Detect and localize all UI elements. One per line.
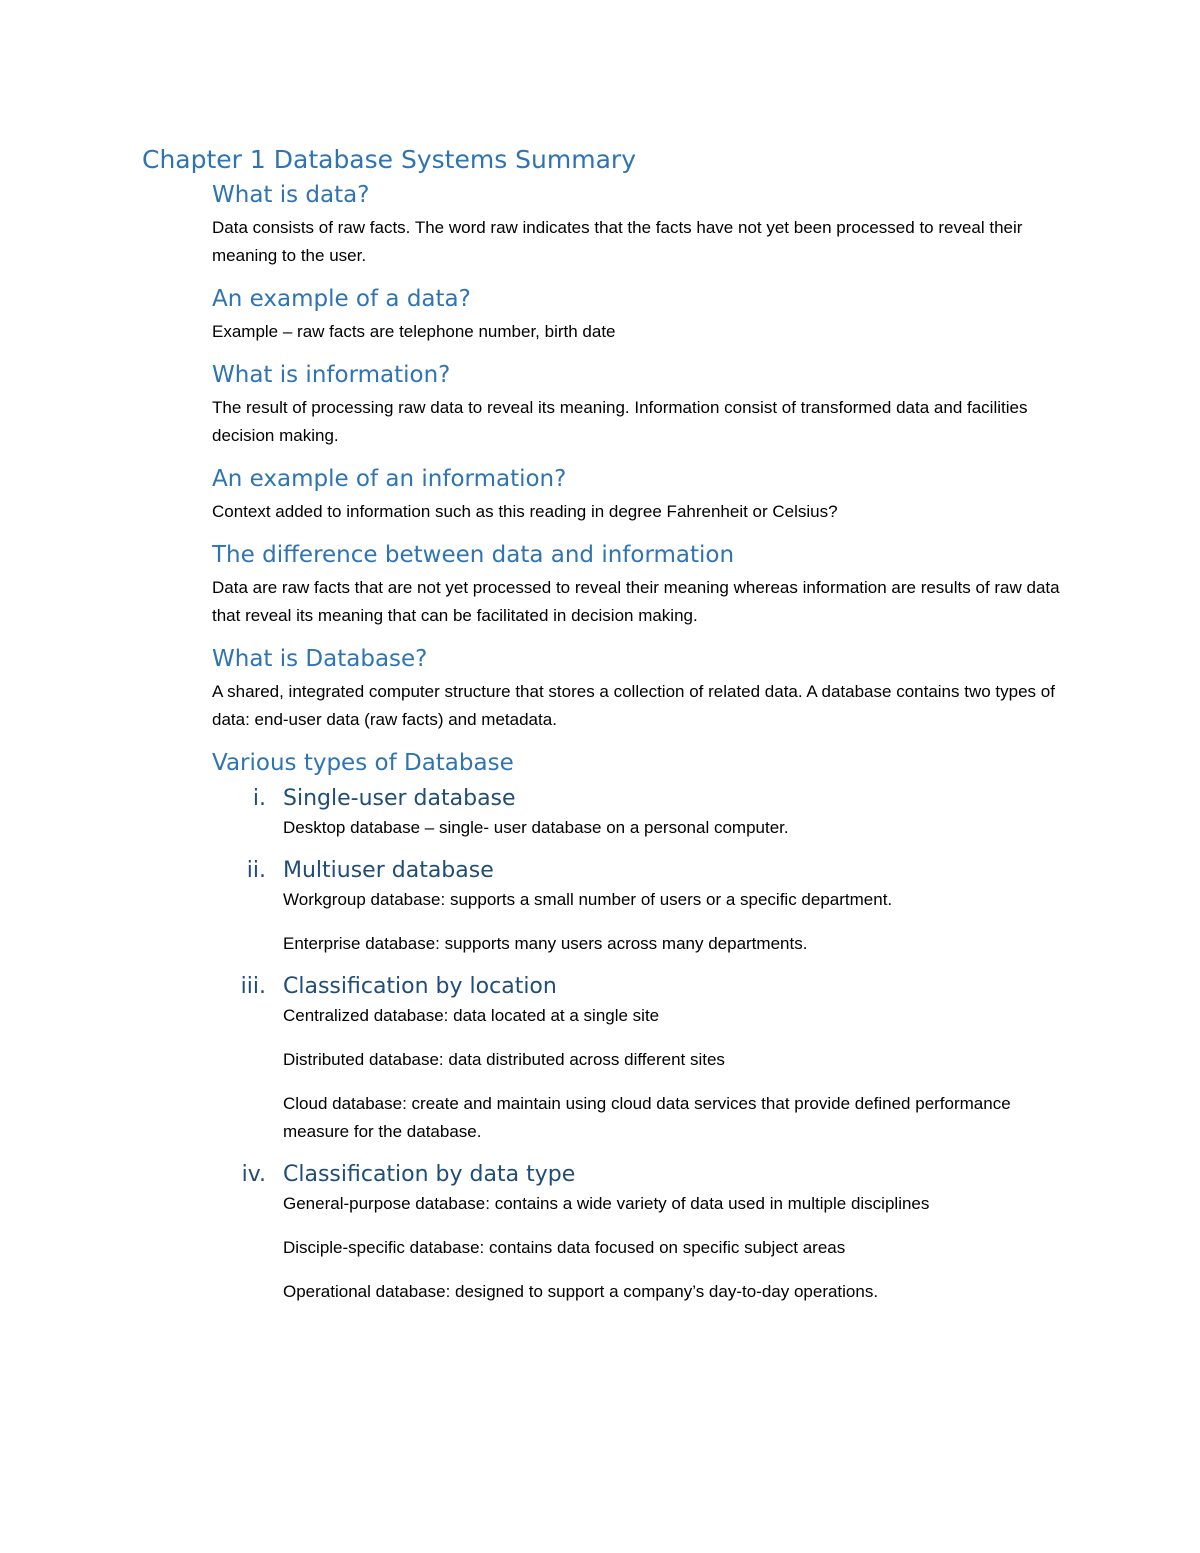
subsection-paragraph: General-purpose database: contains a wide variety of data used in multiple disciplines	[283, 1194, 930, 1213]
subsection-heading: Classification by data type	[283, 1162, 576, 1187]
section-paragraph: A shared, integrated computer structure that stores a collection of related data. A database contains two types of data: end-user data (raw facts) and metadata.	[212, 682, 1055, 729]
section-paragraph: Data consists of raw facts. The word raw indicates that the facts have not yet been processed to reveal their meaning to the user.	[212, 218, 1023, 265]
section-paragraph: Context added to information such as this reading in degree Fahrenheit or Celsius?	[212, 502, 838, 521]
section-what-is-data	[212, 180, 1062, 270]
section-data-vs-information	[212, 540, 1062, 630]
list-number: iv.	[241, 1162, 266, 1187]
subsection-paragraph: Disciple-specific database: contains data focused on specific subject areas	[283, 1238, 846, 1257]
subsection-by-location	[212, 972, 1062, 1146]
list-number: i.	[252, 786, 266, 811]
subsection-single-user	[212, 784, 1062, 842]
section-paragraph: The result of processing raw data to reveal its meaning. Information consist of transformed data and facilities decision making.	[212, 398, 1028, 445]
subsection-paragraph: Operational database: designed to support a company’s day-to-day operations.	[283, 1282, 879, 1301]
section-types-of-database	[212, 748, 1062, 1306]
subsection-list	[212, 784, 1062, 1306]
subsection-heading: Single-user database	[283, 786, 516, 811]
subsection-paragraph: Workgroup database: supports a small number of users or a specific department.	[283, 890, 893, 909]
subsection-heading: Multiuser database	[283, 858, 494, 883]
section-heading: The difference between data and information	[212, 542, 735, 568]
subsection-paragraph: Cloud database: create and maintain using cloud data services that provide defined performance measure for the database.	[283, 1094, 1011, 1141]
list-number: ii.	[246, 858, 266, 883]
list-number: iii.	[240, 974, 266, 999]
section-what-is-information	[212, 360, 1062, 450]
section-paragraph: Data are raw facts that are not yet processed to reveal their meaning whereas information are results of raw data that reveal its meaning that can be facilitated in decision making.	[212, 578, 1060, 625]
section-heading: What is data?	[212, 182, 370, 208]
subsection-heading: Classification by location	[283, 974, 557, 999]
section-paragraph: Example – raw facts are telephone number, birth date	[212, 322, 616, 341]
section-example-of-data	[212, 284, 1062, 346]
subsection-paragraph: Desktop database – single- user database on a personal computer.	[283, 818, 789, 837]
subsection-paragraph: Distributed database: data distributed across different sites	[283, 1050, 725, 1069]
section-heading: What is Database?	[212, 646, 428, 672]
subsection-by-data-type	[212, 1160, 1062, 1306]
section-heading: An example of a data?	[212, 286, 471, 312]
section-example-of-information	[212, 464, 1062, 526]
section-heading: What is information?	[212, 362, 451, 388]
subsection-multiuser	[212, 856, 1062, 958]
section-heading: Various types of Database	[212, 750, 514, 776]
document-title: Chapter 1 Database Systems Summary	[142, 145, 636, 174]
section-what-is-database	[212, 644, 1062, 734]
subsection-paragraph: Enterprise database: supports many users across many departments.	[283, 934, 808, 953]
subsection-paragraph: Centralized database: data located at a single site	[283, 1006, 660, 1025]
section-heading: An example of an information?	[212, 466, 567, 492]
document-body	[212, 180, 1062, 1306]
